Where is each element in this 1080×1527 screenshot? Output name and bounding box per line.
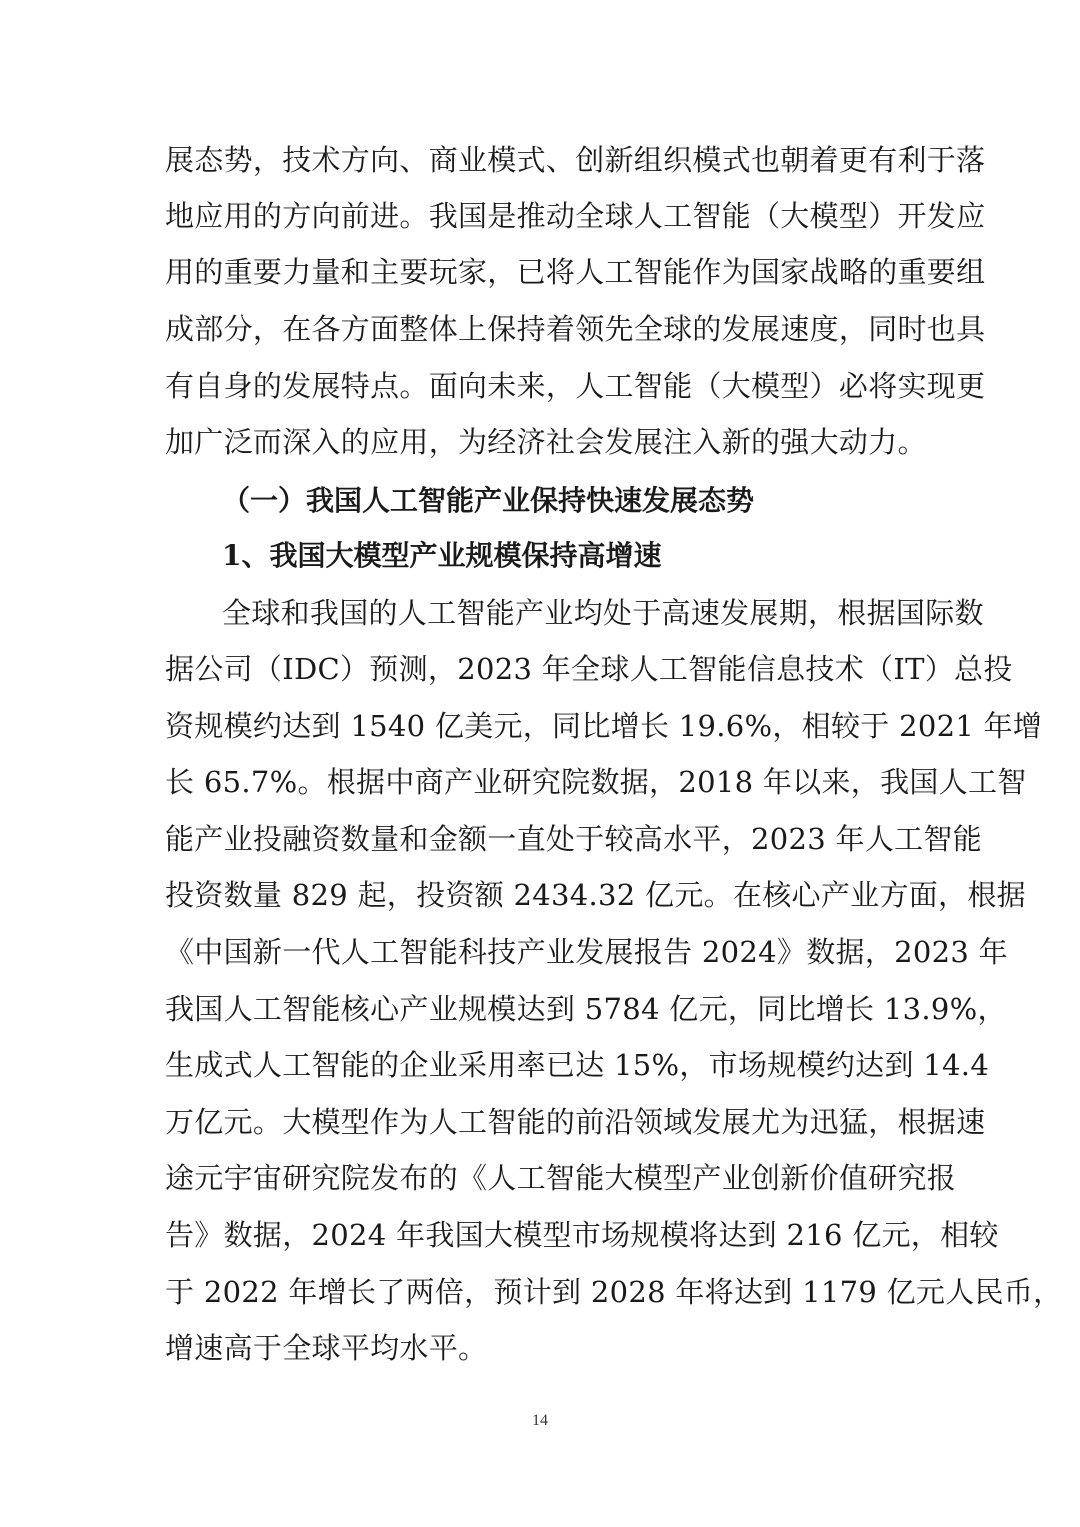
- intro-line: 用的重要力量和主要玩家，已将人工智能作为国家战略的重要组: [165, 255, 986, 289]
- page-number: 14: [532, 1412, 548, 1429]
- body-line: 全球和我国的人工智能产业均处于高速发展期，根据国际数: [222, 596, 984, 630]
- body-line: 据公司（IDC）预测，2023 年全球人工智能信息技术（IT）总投: [165, 652, 1013, 686]
- body-line: 投资数量 829 起，投资额 2434.32 亿元。在核心产业方面，根据: [165, 878, 1026, 912]
- body-line: 告》数据，2024 年我国大模型市场规模将达到 216 亿元，相较: [165, 1218, 999, 1252]
- body-line: 生成式人工智能的企业采用率已达 15%，市场规模约达到 14.4: [165, 1048, 990, 1082]
- body-line: 途元宇宙研究院发布的《人工智能大模型产业创新价值研究报: [165, 1161, 957, 1195]
- body-line: 长 65.7%。根据中商产业研究院数据，2018 年以来，我国人工智: [165, 765, 1027, 799]
- intro-line: 加广泛而深入的应用，为经济社会发展注入新的强大动力。: [165, 425, 927, 459]
- subsection-heading: 1、我国大模型产业规模保持高增速: [222, 539, 662, 572]
- body-line: 于 2022 年增长了两倍，预计到 2028 年将达到 1179 亿元人民币，: [165, 1275, 1063, 1309]
- section-heading: （一）我国人工智能产业保持快速发展态势: [222, 484, 755, 517]
- intro-line: 有自身的发展特点。面向未来，人工智能（大模型）必将实现更: [165, 369, 986, 403]
- intro-line: 展态势，技术方向、商业模式、创新组织模式也朝着更有利于落: [165, 143, 986, 177]
- intro-line: 地应用的方向前进。我国是推动全球人工智能（大模型）开发应: [165, 199, 986, 233]
- body-line: 增速高于全球平均水平。: [165, 1331, 488, 1365]
- body-line: 《中国新一代人工智能科技产业发展报告 2024》数据，2023 年: [165, 935, 1008, 969]
- body-line: 我国人工智能核心产业规模达到 5784 亿元，同比增长 13.9%，: [165, 992, 1007, 1026]
- body-line: 能产业投融资数量和金额一直处于较高水平，2023 年人工智能: [165, 822, 983, 856]
- body-line: 万亿元。大模型作为人工智能的前沿领域发展尤为迅猛，根据速: [165, 1105, 986, 1139]
- intro-line: 成部分，在各方面整体上保持着领先全球的发展速度，同时也具: [165, 312, 986, 346]
- body-line: 资规模约达到 1540 亿美元，同比增长 19.6%，相较于 2021 年增: [165, 709, 1043, 743]
